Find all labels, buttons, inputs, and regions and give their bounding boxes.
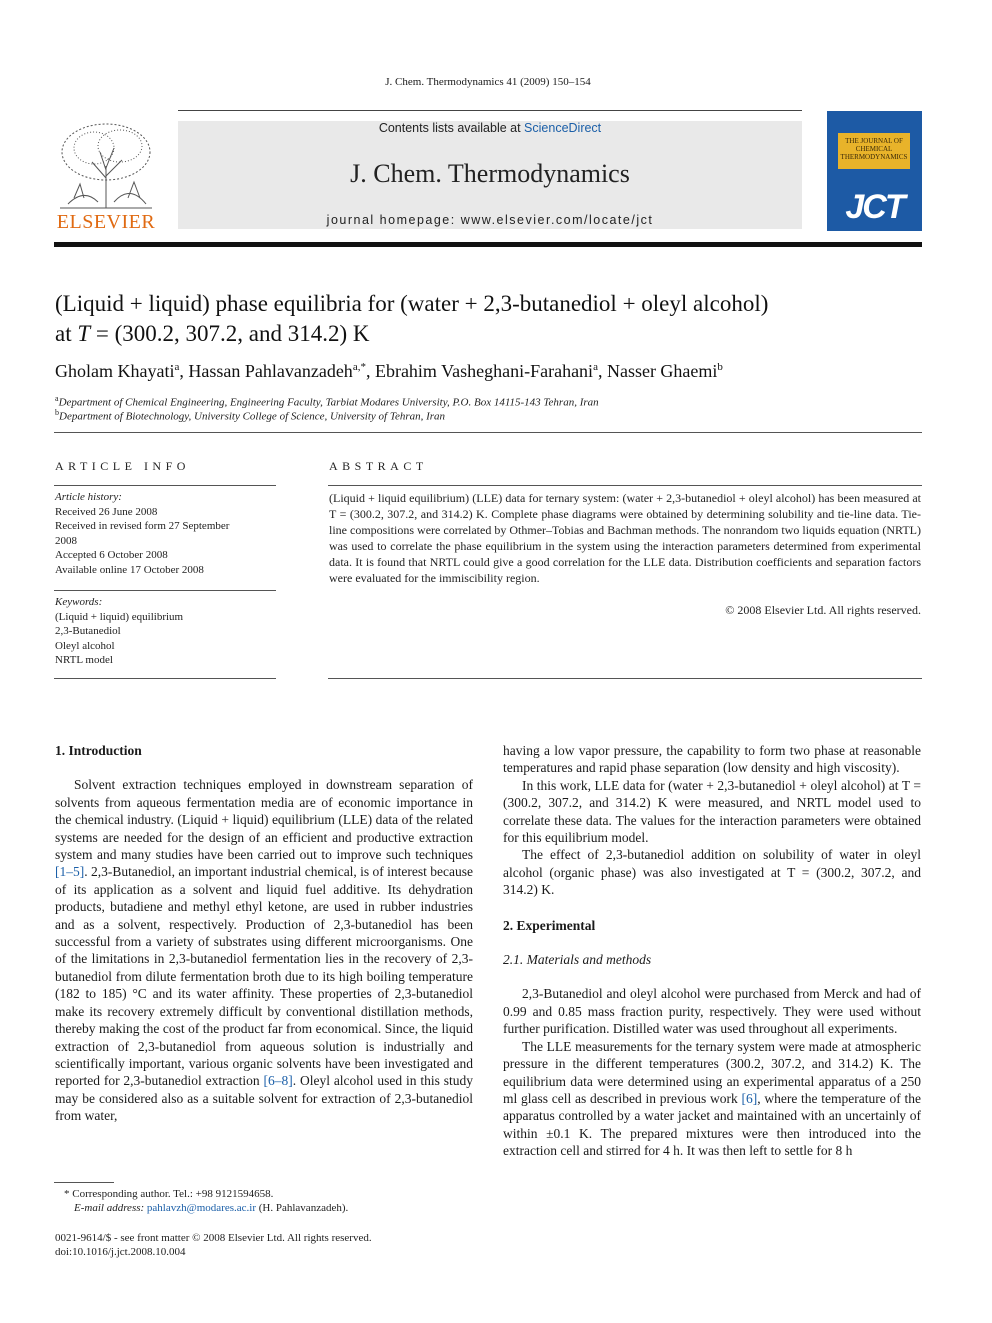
article-title — [55, 289, 925, 349]
abstract-rule — [328, 485, 922, 486]
left-column — [55, 742, 473, 1125]
intro-paragraph: Solvent extraction techniques employed in downstream separation of solvents from aqueous fermentation media are of economic importance in the chemical industry. (Liquid + liquid) equilibrium (LLE) data of the related systems are needed for the design of an efficient and productive extraction system and many studies have been carried out to improve such techniques [1–5]. 2,3-Butanediol, an important industrial chemical, is of interest because of its application as a solvent and liquid fuel additive. Its dehydration products, butadiene and methyl ethyl ketone, are used in rubber industries and as a solvent, respectively. Production of 2,3-butanediol has been successful from a variety of substrates using different microorganisms. One of the limitations in 2,3-butanediol fermentation lies in the recovery of 2,3-butanediol from dilute fermentation broth due to its high boiling temperature (182 to 185) °C and its water affinity. These properties of 2,3-butanediol make its recovery extremely difficult by conventional distillation methods, thereby making the cost of the product far from economical. Since, the liquid extraction of 2,3-butanediol from aqueous solution is industrially and scientifically important, various organic solvents have been investigated and reported for 2,3-butanediol extraction [6–8]. Oleyl alcohol used in this study may be considered also as a suitable solvent for extraction of 2,3-butanediol from water, — [55, 777, 474, 1124]
email-note: E-mail address: pahlavzh@modares.ac.ir (H. Pahlavanzadeh). — [74, 1202, 349, 1214]
abstract-heading: ABSTRACT — [329, 459, 428, 473]
section-heading-introduction: 1. Introduction — [55, 743, 142, 758]
journal-title: J. Chem. Thermodynamics — [350, 159, 630, 188]
keywords-rule — [54, 590, 276, 591]
keyword: (Liquid + liquid) equilibrium — [55, 610, 184, 623]
history-label: Article history: — [55, 491, 122, 503]
affiliation-rule — [54, 432, 922, 433]
article-history — [55, 490, 280, 577]
author-affil-mark: a — [593, 361, 598, 373]
abstract-copyright: © 2008 Elsevier Ltd. All rights reserved. — [725, 603, 921, 617]
journal-citation: J. Chem. Thermodynamics 41 (2009) 150–154 — [385, 76, 591, 88]
online-date: Available online 17 October 2008 — [55, 563, 204, 576]
publication-info — [55, 1231, 475, 1259]
revised-date-year: 2008 — [55, 534, 77, 547]
journal-homepage-link[interactable]: journal homepage: www.elsevier.com/locate/jct — [326, 213, 654, 227]
abstract-text: (Liquid + liquid equilibrium) (LLE) data for ternary system: (water + 2,3-butanediol + oleyl alcohol) has been measured at T = (300.2, 307.2, and 314.2) K. Complete phase diagrams were obtained by determining solubility and tie-line data. Tie-line compositions were correlated by Othmer–Tobias and Bachman methods. The nonrandom two liquids equation (NRTL) was used to correlate the phase equilibrium in the system using the interaction parameters determined from experimental data. It is found that NRTL could give a good correlation for the LLE data. Distribution coefficients and separation factors were evaluated for the immiscibility region. — [329, 491, 921, 585]
author-name[interactable]: Nasser Ghaemi — [606, 361, 718, 381]
doi-line[interactable]: doi:10.1016/j.jct.2008.10.004 — [55, 1246, 186, 1258]
author-affil-mark: a,* — [352, 361, 366, 373]
author-list: Gholam Khayati$^a$, Hassan Pahlavanzadeh$^{a,*}$, Ebrahim Vasheghani-Farahani$^a$, Nasser Ghaemi$^b$ — [55, 361, 723, 381]
title-line-1: (Liquid + liquid) phase equilibria for (water + 2,3-butanediol + oleyl alcohol) — [55, 291, 769, 316]
keyword: 2,3-Butanediol — [55, 625, 121, 637]
article-info-heading: ARTICLE INFO — [55, 459, 190, 473]
intro-paragraph: having a low vapor pressure, the capability to form two phase at reasonable temperatures and rapid phase separation (low density and high viscosity). — [503, 743, 921, 776]
materials-paragraph: 2,3-Butanediol and oleyl alcohol were purchased from Merck and had of 0.99 and 0.85 mass fraction purity, respectively. They were used without further purification. Distilled water was used throughout all experiments. — [503, 986, 921, 1037]
reference-link[interactable]: [6–8] — [263, 1073, 293, 1089]
elsevier-logo[interactable] — [54, 118, 158, 234]
received-date: Received 26 June 2008 — [55, 505, 158, 518]
materials-paragraph: The LLE measurements for the ternary system were made at atmospheric pressure in the different temperatures (300.2, 307.2, and 314.2) K. The equilibrium data were determined using an experimental apparatus of a 250 ml glass cell as described in previous work [6], where the temperature of the apparatus controlled by a water jacket and maintained with an uncertainly of within ±0.1 K. The prepared mixtures were then introduced into the extraction cell and stirred for 4 h. It was then left to settle for 8 h — [503, 1038, 921, 1159]
keyword: NRTL model — [55, 654, 113, 666]
revised-date: Received in revised form 27 September — [55, 520, 230, 532]
article-info-rule — [54, 485, 276, 486]
email-link[interactable]: pahlavzh@modares.ac.ir — [146, 1202, 257, 1214]
keywords-end-rule — [54, 678, 276, 679]
section-heading-experimental: 2. Experimental — [503, 917, 596, 933]
abstract-end-rule — [328, 678, 922, 679]
journal-cover[interactable] — [827, 111, 922, 231]
elsevier-tree-icon — [54, 118, 158, 210]
elsevier-wordmark: ELSEVIER — [56, 211, 156, 233]
header-thick-rule — [54, 242, 922, 247]
reference-link[interactable]: [6] — [741, 1090, 758, 1106]
intro-paragraph: The effect of 2,3-butanediol addition on solubility of water in oleyl alcohol (organic phase) was also investigated at T = (300.2, 307.2, and 314.2) K. — [503, 847, 921, 898]
author-name[interactable]: Hassan Pahlavanzadeh — [188, 361, 353, 381]
keywords-label: Keywords: — [55, 596, 103, 608]
author-name[interactable]: Gholam Khayati — [55, 361, 175, 381]
affiliation: $^a$Department of Chemical Engineering, Engineering Faculty, Tarbiat Modares University, P.O. Box 14115-143 Tehran, Iran — [55, 394, 599, 409]
footnotes — [64, 1187, 474, 1215]
cover-jct-logo: JCT — [845, 188, 904, 226]
issn-line: 0021-9614/$ - see front matter © 2008 Elsevier Ltd. All rights reserved. — [55, 1232, 372, 1244]
right-column — [503, 742, 921, 1160]
cover-title: THE JOURNAL OF CHEMICAL THERMODYNAMICS — [838, 133, 910, 169]
journal-banner — [178, 121, 802, 229]
author-affil-mark: a — [174, 361, 180, 373]
contents-line — [178, 121, 802, 135]
header-rule — [178, 110, 802, 111]
keyword: Oleyl alcohol — [55, 639, 115, 652]
corresponding-author-note: * Corresponding author. Tel.: +98 9121594658. — [64, 1188, 274, 1200]
keywords — [55, 595, 280, 668]
footnote-rule — [54, 1182, 114, 1183]
subsection-heading-materials: 2.1. Materials and methods — [503, 952, 652, 968]
affiliation: $^b$Department of Biotechnology, University College of Science, University of Tehran, Iran — [55, 408, 446, 423]
accepted-date: Accepted 6 October 2008 — [55, 549, 168, 561]
intro-paragraph: In this work, LLE data for (water + 2,3-butanediol + oleyl alcohol) at T = (300.2, 307.2, and 314.2) K were measured, and NRTL model used to correlate these data. The values for the interaction parameters were obtained for this equilibrium model. — [503, 777, 921, 846]
title-line-2: at T = (300.2, 307.2, and 314.2) K — [55, 321, 370, 346]
sciencedirect-link[interactable]: ScienceDirect — [524, 121, 602, 135]
author-affil-mark: b — [717, 361, 723, 373]
author-name[interactable]: Ebrahim Vasheghani-Farahani — [374, 361, 594, 381]
reference-link[interactable]: [1–5] — [55, 864, 85, 880]
contents-prefix: Contents lists available at — [378, 121, 525, 135]
